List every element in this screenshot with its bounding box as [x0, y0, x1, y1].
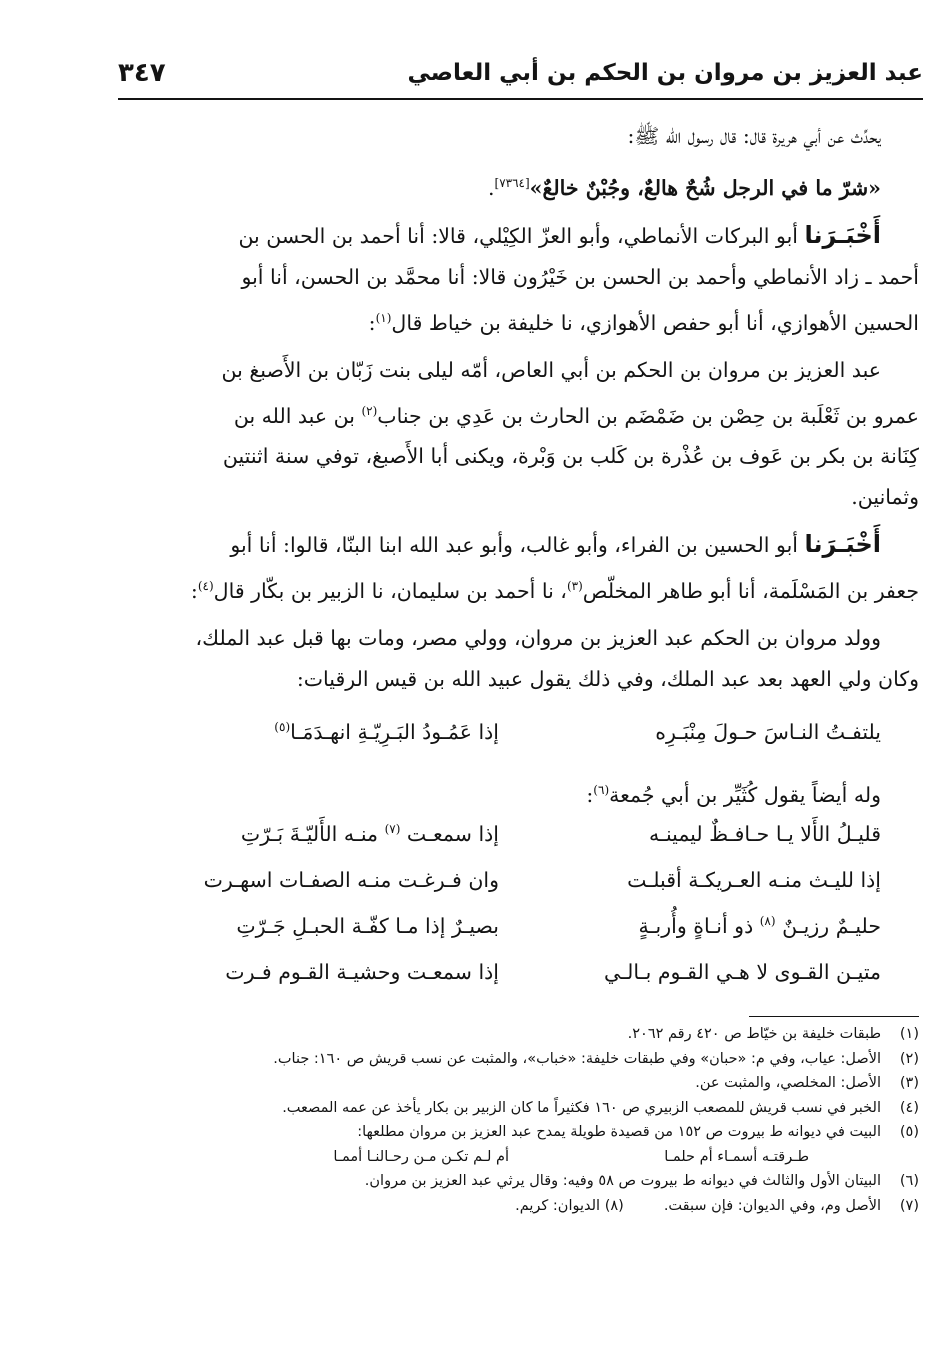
- text-line: وثمانين.: [851, 485, 919, 510]
- footnote-number: (٨): [604, 1197, 624, 1214]
- footnote-ref[interactable]: (٦): [593, 783, 610, 797]
- footnote-number: (١): [899, 1026, 919, 1042]
- page-number: ٣٤٧: [118, 58, 166, 88]
- verse-first-hemistich: يلتفـتُ النـاسَ حـولَ مِنْبَـرِه: [655, 720, 881, 744]
- footnote-ref[interactable]: (١): [375, 310, 392, 325]
- text-line: [118, 524, 919, 566]
- text-line: [118, 215, 919, 257]
- text-segment: جعفر بن المَسْلَمة، أنا أبو طاهر المخلّص: [582, 579, 919, 604]
- text-line: أحمد ـ زاد الأنماطي وأحمد بن الحسن بن خَيْرُون قالا: أنا محمَّد بن الحسن، أنا أبو: [241, 264, 919, 289]
- footnote-7-8: [118, 1194, 919, 1219]
- footnote-text: الأصل: المخلصي، والمثبت عن.: [695, 1075, 881, 1091]
- text-line: وكان ولي العهد بعد عبد الملك، وفي ذلك يقول عبيد الله بن قيس الرقيات:: [296, 667, 919, 692]
- verse-second-hemistich: إذا سمعـت وحشيـة القـوم فـرت: [225, 960, 499, 984]
- verse-second-hemistich: [139, 720, 499, 744]
- footnote-ref[interactable]: (٤): [197, 579, 214, 594]
- footnote-text: البيتان الأول والثالث في ديوانه ط بيروت ص ٥٨ وفيه: وقال يرثي عبد العزيز بن مروان.: [364, 1173, 881, 1189]
- footnote-1: [118, 1022, 919, 1047]
- paragraph-hadith: [118, 163, 919, 209]
- text-segment: حليـمٌ رزيـنٌ: [775, 914, 881, 938]
- keyword-akhbarana: أَخْبَـرَنا: [804, 530, 881, 559]
- text-segment: عمرو بن ثَعْلَبة بن حِصْن بن ضَمْضَم بن الحارث بن عَدِي بن جناب: [377, 403, 919, 428]
- text-segment: :: [586, 782, 594, 807]
- verse-row: [118, 914, 919, 960]
- footnote-number: (٤): [899, 1099, 919, 1116]
- footnote-number: (٣): [899, 1075, 919, 1091]
- footnote-number: (٦): [899, 1173, 919, 1189]
- footnote-2: [118, 1047, 919, 1072]
- text-segment: بن عبد الله بن: [233, 403, 362, 428]
- poem-intro: [118, 768, 919, 812]
- verse-first-hemistich: قليـلُ الأَلا يـا حـافـظٌ ليمينـه: [648, 822, 881, 846]
- verse-second-hemistich: وان فـرغـت منـه الصفـات اسهـرت: [203, 868, 499, 892]
- verse-row: [118, 960, 919, 1006]
- footnote-ref[interactable]: (٧): [384, 822, 401, 837]
- verse-first-hemistich: [541, 914, 881, 938]
- text-line: [118, 566, 919, 612]
- footnote-text: البيت في ديوانه ط بيروت ص ١٥٢ من قصيدة طويلة يمدح عبد العزيز بن مروان مطلعها:: [357, 1124, 881, 1140]
- text-segment: :: [368, 310, 376, 335]
- text-segment: :: [190, 579, 198, 604]
- text-segment: وله أيضاً يقول كُثَيِّر بن أبي جُمعة: [609, 782, 881, 807]
- text-line: يحدِّث عن أبي هريرة قال: قال رسول الله ﷺ:: [627, 124, 881, 148]
- text-line: وولد مروان بن الحكم عبد العزيز بن مروان، وولي مصر، ومات بها قبل عبد الملك،: [195, 626, 881, 651]
- verse-row: [118, 720, 919, 766]
- paragraph-hadith-intro: [118, 116, 919, 157]
- footnote-3: [118, 1071, 919, 1096]
- footnote-text: الأصل وم، وفي الديوان: فإن سبقت.: [663, 1197, 881, 1214]
- verse-second-hemistich: بصيـرٌ إذا مـا كفّـة الحبـلِ جَـرّتِ: [236, 914, 499, 938]
- main-text: [118, 116, 919, 706]
- footnote-6: [118, 1169, 919, 1194]
- verse-row: [118, 822, 919, 868]
- text-segment: منـه الأَليّـةَ بَـرّتِ: [240, 822, 385, 846]
- text-segment: الحسين الأهوازي، أنا أبو حفص الأهوازي، نا خليفة بن خياط قال: [391, 310, 919, 335]
- verse-first-hemistich: متيـن القـوى لا هـي القـوم بـالـي: [604, 960, 881, 984]
- poem-verses-2: [118, 822, 919, 1006]
- footnote-separator: [749, 1016, 919, 1017]
- hadith-text: «شرّ ما في الرجل شُحٌ هالعٌ، وجُبْنٌ خالعٌ»: [529, 175, 881, 200]
- poem-verse-1: [118, 720, 919, 766]
- verse-first-hemistich: إذا لليـث منـه العـريكـة أقبلـت: [627, 868, 881, 892]
- paragraph-isnad-1: [118, 215, 919, 344]
- footnote-ref[interactable]: (٨): [759, 914, 776, 929]
- hadith-reference: [٧٣٦٤]: [494, 176, 530, 190]
- footnote-number: (٥): [899, 1124, 919, 1140]
- footnote-text: الخبر في نسب قريش للمصعب الزبيري ص ١٦٠ فكثيراً ما كان الزبير بن بكار يأخذ عن عمه المصعب.: [282, 1099, 881, 1116]
- text-line: عبد العزيز بن مروان بن الحكم بن أبي العاص، أمّه ليلى بنت زَبّان بن الأَصبغ بن: [221, 357, 881, 382]
- text-line: [118, 298, 919, 344]
- footnote-4: [118, 1096, 919, 1121]
- text-line: [118, 391, 919, 437]
- paragraph-narrative: [118, 618, 919, 700]
- text-segment: إذا سمعـت: [400, 822, 499, 846]
- footnote-number: (٧): [899, 1197, 919, 1214]
- text-segment: ، نا أحمد بن سليمان، نا الزبير بن بكّار قال: [213, 579, 567, 604]
- footnote-text: طبقات خليفة بن خيّاط ص ٤٢٠ رقم ٢٠٦٢.: [627, 1026, 881, 1042]
- paragraph-isnad-2: [118, 524, 919, 612]
- text-segment: أبو الحسين بن الفراء، وأبو غالب، وأبو عبد الله ابنا البنّا، قالوا: أنا أبو: [230, 533, 805, 558]
- text-line: «شرّ ما في الرجل شُحٌ هالعٌ، وجُبْنٌ خالعٌ»[٧٣٦٤].: [487, 175, 881, 200]
- text-segment: ذو أنـاةٍ وأُربـةٍ: [638, 914, 760, 938]
- verse-first-hemistich: طـرقتـه أسمـاء أم حلمـا: [664, 1148, 809, 1165]
- footnote-5-verse: [118, 1145, 919, 1170]
- keyword-akhbarana: أَخْبَـرَنا: [804, 220, 881, 249]
- footnote-ref[interactable]: (٢): [361, 403, 378, 418]
- verse-second-hemistich: [139, 822, 499, 846]
- footnote-number: (٢): [899, 1050, 919, 1067]
- text-line: كِنَانة بن بكر بن عَوف بن عُذْرة بن كَلب بن وَبْرة، ويكنى أبا الأَصبغ، توفي سنة اثنتين: [222, 444, 919, 469]
- footnotes: [118, 1022, 919, 1218]
- running-title: عبد العزيز بن مروان بن الحكم بن أبي العاصي: [407, 60, 923, 86]
- verse-row: [118, 868, 919, 914]
- text-segment: أبو البركات الأنماطي، وأبو العزّ الكِيْلي، قالا: أنا أحمد بن الحسن بن: [238, 223, 805, 248]
- footnote-ref[interactable]: (٥): [274, 720, 291, 735]
- footnote-5: [118, 1120, 919, 1145]
- footnote-text: الأصل: عياب، وفي م: «حبان» وفي طبقات خليفة: «خباب»، والمثبت عن نسب قريش ص ١٦٠: جناب.: [273, 1050, 881, 1067]
- footnote-text: الديوان: كريم.: [515, 1197, 601, 1214]
- running-header: [118, 52, 923, 100]
- text-segment: إذا عَمُـودُ البَـرِيّـةِ انهـدَمَـا: [290, 720, 499, 744]
- paragraph-biography: [118, 350, 919, 519]
- poem-intro-line: [118, 768, 919, 812]
- footnote-ref[interactable]: (٣): [566, 579, 583, 594]
- verse-second-hemistich: أم لـم تكـن مـن رحـالنـا أممـا: [333, 1148, 509, 1165]
